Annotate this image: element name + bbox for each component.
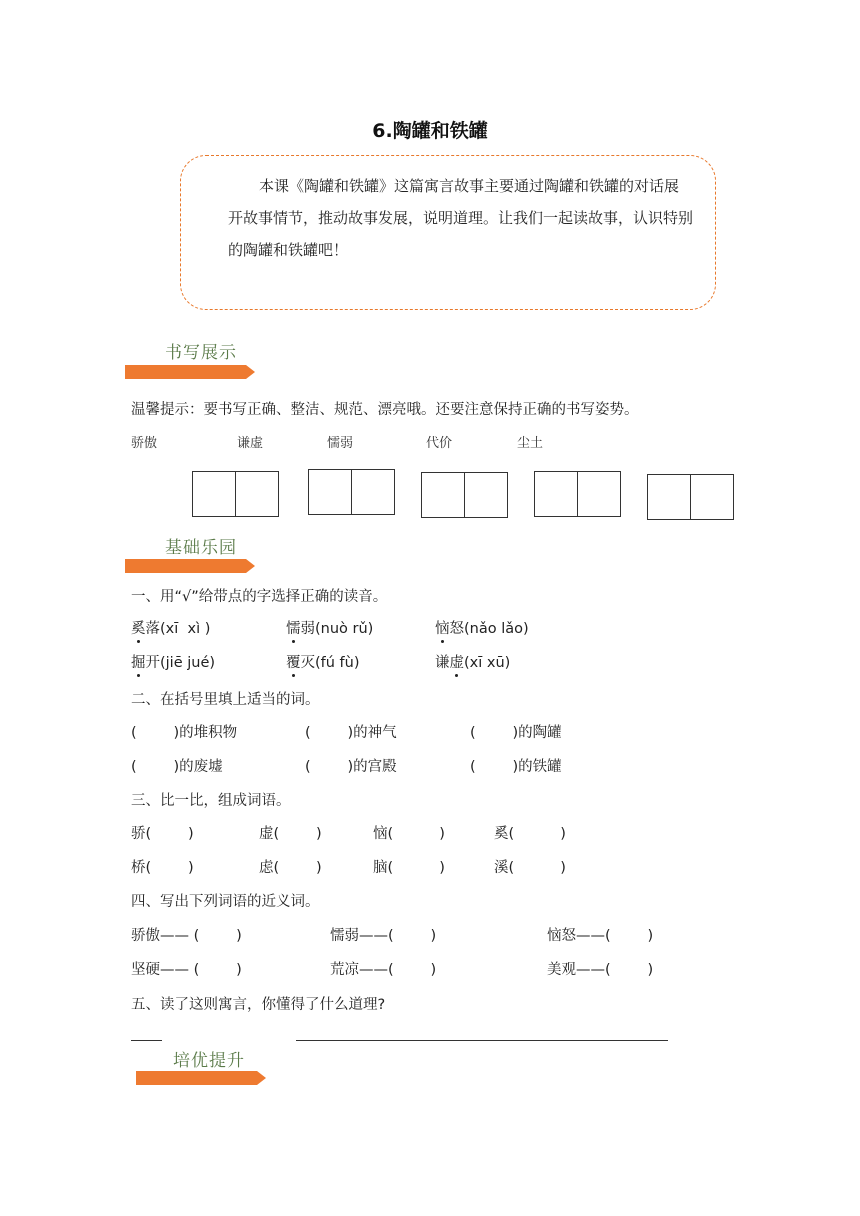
- q2-heading: 二、在括号里填上适当的词。: [131, 692, 320, 708]
- q3-item-5: 桥( ): [131, 860, 194, 876]
- q3-item-3: 恼( ): [373, 826, 445, 842]
- q1-item-5: 覆灭(fú fù): [286, 651, 360, 672]
- section-arrow-writing: [125, 365, 246, 379]
- writing-grid-2[interactable]: [308, 469, 395, 515]
- q1-item-2: 懦弱(nuò rǔ): [286, 617, 373, 638]
- writing-word-3: 懦弱: [327, 436, 354, 451]
- q2-item-1: ( )的堆积物: [131, 725, 238, 741]
- section-label-basics: 基础乐园: [165, 538, 237, 558]
- q3-item-2: 虚( ): [259, 826, 322, 842]
- q2-item-4: ( )的废墟: [131, 759, 223, 775]
- section-arrow-advance: [136, 1071, 257, 1085]
- q1-item-6: 谦虚(xī xū): [435, 651, 510, 672]
- q3-item-1: 骄( ): [131, 826, 194, 842]
- q5-heading: 五、读了这则寓言，你懂得了什么道理?: [131, 997, 386, 1013]
- q4-item-4: 坚硬—— ( ): [131, 962, 242, 978]
- section-label-advance: 培优提升: [173, 1051, 245, 1071]
- answer-line-short[interactable]: [131, 1040, 162, 1041]
- q4-item-6: 美观——( ): [547, 962, 654, 978]
- q2-item-6: ( )的铁罐: [470, 759, 562, 775]
- q4-heading: 四、写出下列词语的近义词。: [131, 894, 320, 910]
- intro-text: 本课《陶罐和铁罐》这篇寓言故事主要通过陶罐和铁罐的对话展开故事情节，推动故事发展，说明道理。让我们一起读故事，认识特别的陶罐和铁罐吧！: [228, 177, 694, 259]
- q4-item-5: 荒凉——( ): [330, 962, 437, 978]
- q4-item-3: 恼怒——( ): [547, 928, 654, 944]
- page-title: 6.陶罐和铁罐: [372, 120, 488, 142]
- writing-grid-1[interactable]: [192, 471, 279, 517]
- writing-word-5: 尘土: [517, 436, 544, 451]
- q2-item-2: ( )的神气: [305, 725, 397, 741]
- writing-grid-4[interactable]: [534, 471, 621, 517]
- q2-item-3: ( )的陶罐: [470, 725, 562, 741]
- q4-item-1: 骄傲—— ( ): [131, 928, 242, 944]
- q3-item-6: 虑( ): [259, 860, 322, 876]
- section-arrow-basics: [125, 559, 246, 573]
- writing-word-1: 骄傲: [131, 436, 158, 451]
- q3-item-8: 溪( ): [494, 860, 566, 876]
- answer-line-long[interactable]: [296, 1040, 668, 1041]
- writing-grid-3[interactable]: [421, 472, 508, 518]
- writing-word-4: 代价: [426, 436, 453, 451]
- q4-item-2: 懦弱——( ): [330, 928, 437, 944]
- writing-grid-5[interactable]: [647, 474, 734, 520]
- q1-heading: 一、用“√”给带点的字选择正确的读音。: [131, 589, 388, 605]
- q1-item-1: 奚落(xī xì ): [131, 617, 210, 638]
- q1-item-3: 恼怒(nǎo lǎo): [435, 617, 529, 638]
- q1-item-4: 掘开(jiē jué): [131, 651, 215, 672]
- section-label-writing: 书写展示: [165, 343, 237, 363]
- q3-heading: 三、比一比，组成词语。: [131, 793, 291, 809]
- writing-tip: 温馨提示：要书写正确、整洁、规范、漂亮哦。还要注意保持正确的书写姿势。: [131, 402, 639, 418]
- writing-word-2: 谦虚: [237, 436, 264, 451]
- q3-item-7: 脑( ): [373, 860, 445, 876]
- q3-item-4: 奚( ): [494, 826, 566, 842]
- q2-item-5: ( )的宫殿: [305, 759, 397, 775]
